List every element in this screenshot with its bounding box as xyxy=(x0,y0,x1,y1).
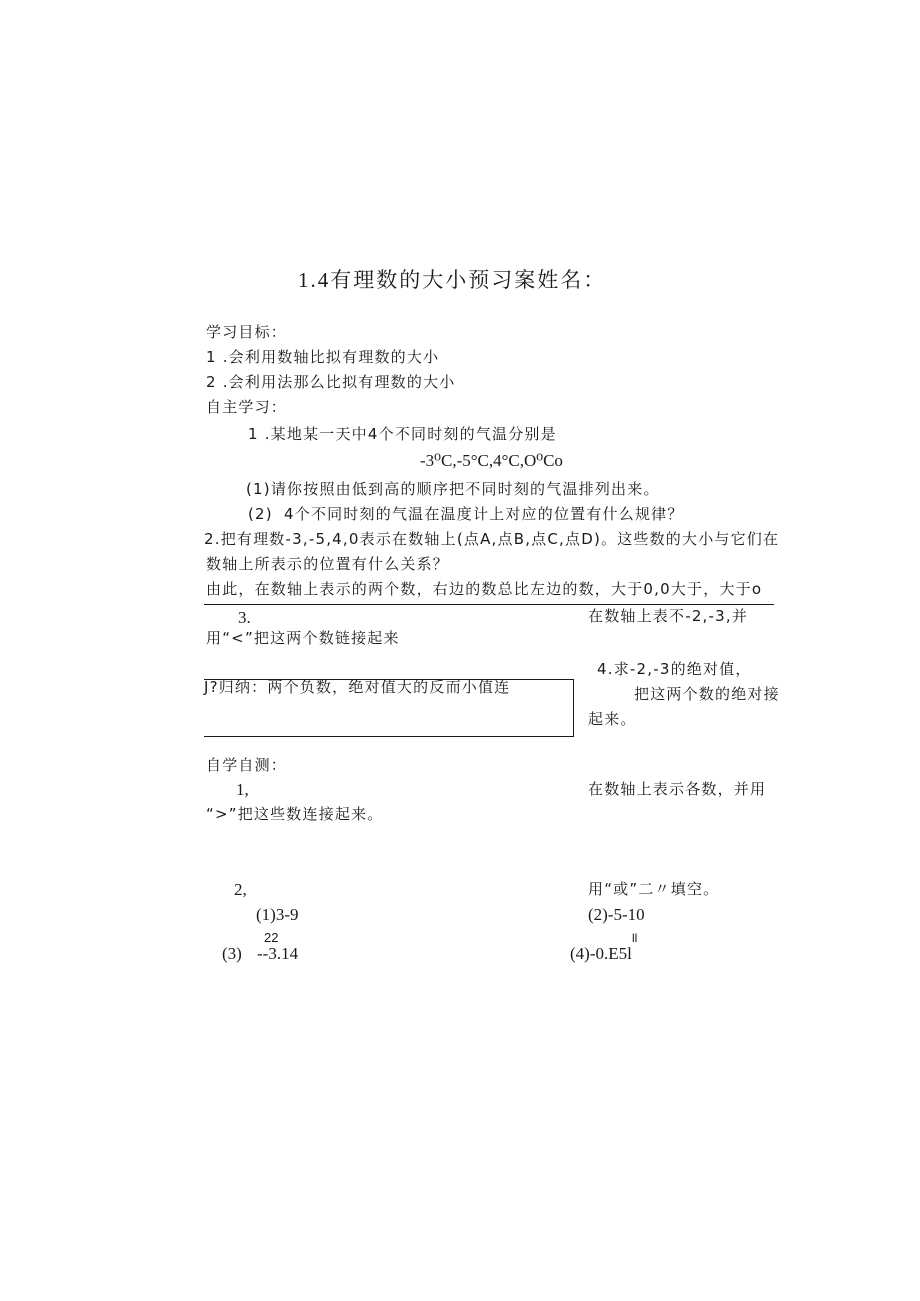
test-1-line-2: “>”把这些数连接起来。 xyxy=(206,805,384,823)
question-3-right-text: 在数轴上表不-2,-3,并 xyxy=(588,607,749,625)
question-4-line-2: 把这两个数的绝对接 xyxy=(634,685,780,703)
objective-item-2: 2 .会利用法那么比拟有理数的大小 xyxy=(206,373,456,391)
question-3-number: 3. xyxy=(238,608,251,627)
question-4-line-1: 4.求-2,-3的绝对值， xyxy=(597,660,752,678)
question-4-line-3: 起来。 xyxy=(588,710,637,728)
question-2-conclusion: 由此，在数轴上表示的两个数，右边的数总比左边的数，大于0,0大于，大于o xyxy=(206,580,763,598)
test-2-number: 2, xyxy=(234,880,247,899)
comparison-1: (1)3-9 xyxy=(256,905,299,924)
question-1-sub-2-number: (2) xyxy=(248,505,273,523)
question-2-line-2: 数轴上所表示的位置有什么关系？ xyxy=(206,555,450,573)
comparison-4-mark: ll xyxy=(632,931,638,945)
comparison-2: (2)-5-10 xyxy=(588,905,645,924)
comparison-4: (4)-0.E5l xyxy=(570,944,632,963)
test-1-right-text: 在数轴上表示各数，并用 xyxy=(588,780,767,798)
summary-box-right xyxy=(573,679,574,737)
question-2-line-1: 2.把有理数-3,-5,4,0表示在数轴上(点A,点B,点C,点D)。这些数的大小与它们在 xyxy=(204,530,780,548)
self-study-heading: 自主学习： xyxy=(206,398,288,416)
test-2-right-text: 用“或”二〃填空。 xyxy=(588,880,720,898)
comparison-3: --3.14 xyxy=(257,944,299,963)
question-1-temperatures: -3⁰C,-5°C,4°C,O⁰Co xyxy=(420,451,563,470)
question-1-text: 1 .某地某一天中4个不同时刻的气温分别是 xyxy=(248,425,557,443)
test-1-number: 1, xyxy=(236,780,249,799)
question-1-sub-1: (1)请你按照由低到高的顺序把不同时刻的气温排列出来。 xyxy=(246,480,660,498)
page-title: 1.4有理数的大小预习案姓名： xyxy=(298,268,607,292)
question-3-line-2: 用“<”把这两个数链接起来 xyxy=(206,629,400,647)
summary-box-bottom xyxy=(204,736,574,737)
objective-item-1: 1 .会利用数轴比拟有理数的大小 xyxy=(206,348,440,366)
divider-line xyxy=(204,604,774,605)
comparison-3-number: (3) xyxy=(222,944,242,963)
self-test-heading: 自学自测： xyxy=(206,756,288,774)
summary-text: J?归纳：两个负数，绝对值大的反而小值连 xyxy=(204,678,511,696)
question-1-sub-2-text: 4个不同时刻的气温在温度计上对应的位置有什么规律？ xyxy=(284,505,684,523)
comparison-3-fraction-top: 22 xyxy=(264,930,279,945)
objectives-heading: 学习目标： xyxy=(206,323,288,341)
